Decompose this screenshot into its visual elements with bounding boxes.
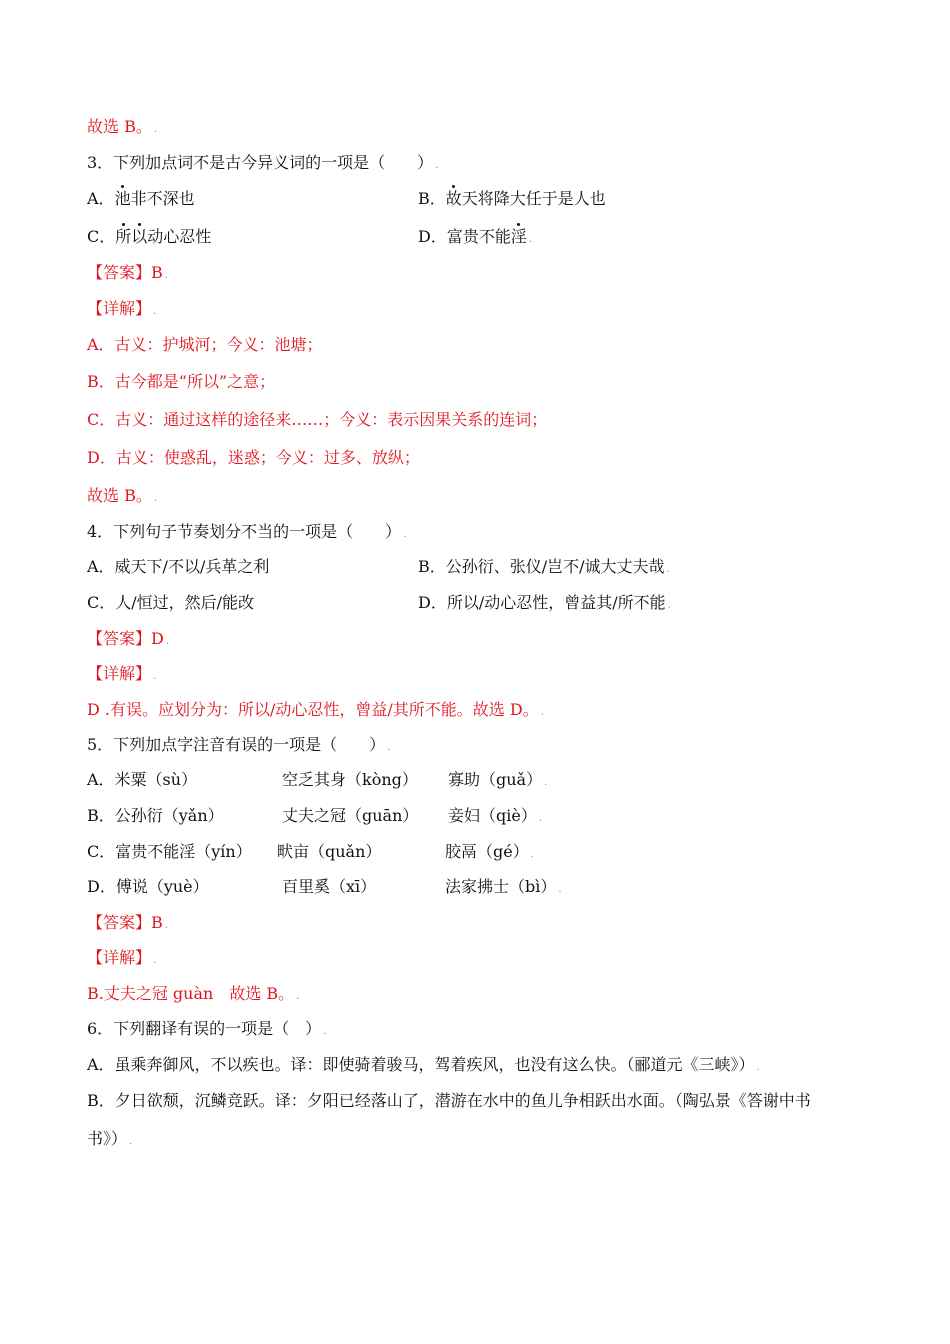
q4-stem: 4．下列句子节奏划分不当的一项是（ ） . <box>87 522 407 541</box>
q3-explanation-c: C．古义：通过这样的途径来……；今义：表示因果关系的连词； <box>87 410 548 429</box>
q5-d-col2: 百里奚（xī） <box>282 877 377 896</box>
q5-a-col1: A．米粟（sù） <box>87 770 198 789</box>
q3-explanation-d: D．古义：使惑乱，迷惑；今义：过多、放纵； <box>87 448 420 467</box>
q3-option-d: D．富贵不能淫 . <box>418 227 533 246</box>
q5-d-col1: D．傅说（yuè） <box>87 877 209 896</box>
q2-conclusion: 故选 B。 . <box>87 117 158 136</box>
q5-stem: 5．下列加点字注音有误的一项是（ ） . <box>87 735 391 754</box>
q3-option-b: B．故天将降大任于是人也 <box>418 189 606 208</box>
q3-explanation-b: B．古今都是“所以”之意； <box>87 372 276 391</box>
q5-c-col2: 畎亩（quǎn） <box>277 842 382 861</box>
q5-b-col2: 丈夫之冠（guān） <box>282 806 419 825</box>
q5-explanation: B.丈夫之冠 guàn 故选 B。 . <box>87 984 300 1003</box>
q6-stem: 6．下列翻译有误的一项是（ ） . <box>87 1019 327 1038</box>
q5-a-col2: 空乏其身（kòng） <box>282 770 418 789</box>
q5-c-col3: 胶鬲（gé） . <box>445 842 534 861</box>
q4-answer: 【答案】D . <box>87 629 170 648</box>
q4-option-c: C．人/恒过，然后/能改 <box>87 593 255 612</box>
q5-c-col1: C．富贵不能淫（yín） <box>87 842 252 861</box>
q5-b-col3: 妾妇（qiè） . <box>448 806 543 825</box>
q3-stem: 3．下列加点词不是古今异义词的一项是（ ） . <box>87 153 439 172</box>
q3-conclusion: 故选 B。 . <box>87 486 158 505</box>
q6-option-a: A．虽乘奔御风，不以疾也。译：即使骑着骏马，驾着疾风，也没有这么快。（郦道元《三峡》） . <box>87 1055 760 1074</box>
q5-b-col1: B．公孙衍（yǎn） <box>87 806 224 825</box>
q3-detail-heading: 【详解】 . <box>87 299 157 318</box>
q4-explanation: D .有误。应划分为：所以/动心忍性，曾益/其所不能。故选 D。 . <box>87 700 544 719</box>
q3-option-c: C．所以动心忍性 <box>87 227 212 246</box>
q5-a-col3: 寡助（guǎ） . <box>448 770 548 789</box>
q5-detail-heading: 【详解】 . <box>87 948 157 967</box>
q3-answer: 【答案】B . <box>87 263 168 282</box>
q4-option-a: A．威天下/不以/兵革之利 <box>87 557 270 576</box>
q5-answer: 【答案】B . <box>87 913 168 932</box>
q4-detail-heading: 【详解】 . <box>87 664 157 683</box>
q4-option-b: B．公孙衍、张仪/岂不/诚大丈夫哉 . <box>418 557 670 576</box>
q4-option-d: D．所以/动心忍性，曾益其/所不能 . <box>418 593 671 612</box>
q6-option-b-line1: B．夕日欲颓，沉鳞竞跃。译：夕阳已经落山了，潜游在水中的鱼儿争相跃出水面。（陶弘景《答谢中书 <box>87 1091 811 1110</box>
q3-explanation-a: A．古义：护城河；今义：池塘； <box>87 335 323 354</box>
q3-option-a: A．池非不深也 <box>87 189 195 208</box>
q6-option-b-line2: 书》） . <box>87 1129 133 1148</box>
q5-d-col3: 法家拂士（bì） . <box>445 877 562 896</box>
